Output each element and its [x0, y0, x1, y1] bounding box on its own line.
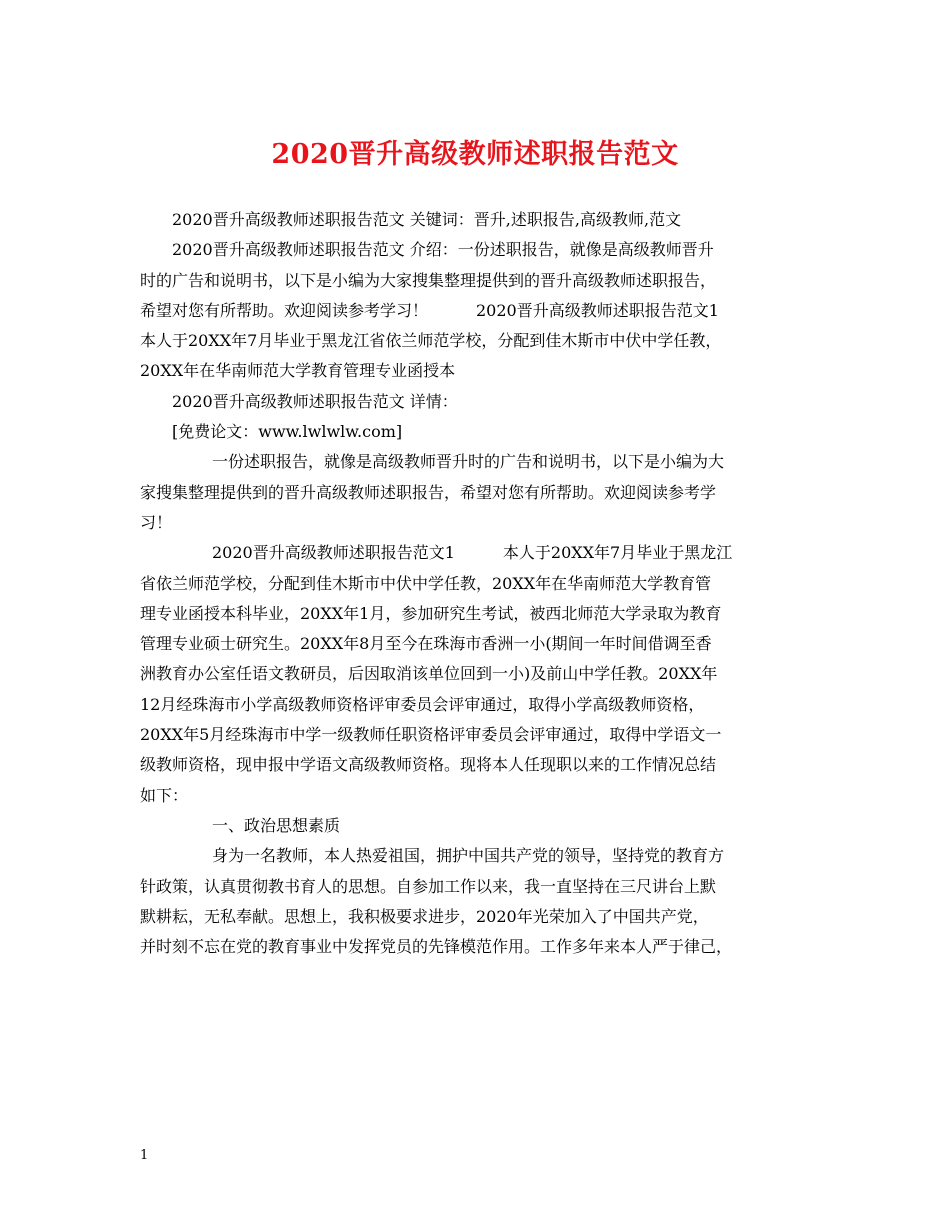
text-line: 习！ — [140, 512, 173, 532]
document-body — [140, 205, 820, 962]
text-line: 20XX年在华南师范大学教育管理专业函授本 — [140, 361, 456, 381]
text-line: 针政策，认真贯彻教书育人的思想。自参加工作以来，我一直坚持在三尺讲台上默 — [140, 876, 717, 896]
text-line: 省依兰师范学校，分配到佳木斯市中伏中学任教，20XX年在华南师范大学教育管 — [140, 573, 712, 593]
text-line: 本人于20XX年7月毕业于黑龙江省依兰师范学校，分配到佳木斯市中伏中学任教， — [140, 331, 722, 351]
text-line: 一份述职报告，就像是高级教师晋升时的广告和说明书，以下是小编为大 — [212, 452, 725, 472]
page-number: 1 — [140, 1148, 149, 1163]
document-title: 2020晋升高级教师述职报告范文 — [271, 139, 679, 170]
text-line: 12月经珠海市小学高级教师资格评审委员会评审通过，取得小学高级教师资格， — [140, 694, 705, 714]
section-heading: 一、政治思想素质 — [212, 815, 341, 835]
text-line: 家搜集整理提供到的晋升高级教师述职报告，希望对您有所帮助。欢迎阅读参考学 — [140, 482, 717, 502]
text-line: 时的广告和说明书，以下是小编为大家搜集整理提供到的晋升高级教师述职报告， — [140, 270, 717, 290]
text-line: 20XX年5月经珠海市中学一级教师任职资格评审委员会评审通过，取得中学语文一 — [140, 725, 722, 745]
text-line: 2020晋升高级教师述职报告范文 关键词：晋升,述职报告,高级教师,范文 — [172, 210, 682, 229]
text-line: 身为一名教师，本人热爱祖国，拥护中国共产党的领导，坚持党的教育方 — [212, 846, 725, 866]
text-line: 默耕耘，无私奉献。思想上，我积极要求进步，2020年光荣加入了中国共产党， — [140, 906, 709, 926]
text-line: [免费论文：www.lwlwlw.com] — [172, 422, 403, 442]
text-line: 如下： — [140, 785, 189, 805]
text-line: 级教师资格，现申报中学语文高级教师资格。现将本人任现职以来的工作情况总结 — [140, 755, 717, 775]
text-line: 管理专业硕士研究生。20XX年8月至今在珠海市香洲一小(期间一年时间借调至香 — [140, 634, 712, 654]
text-line: 理专业函授本科毕业，20XX年1月，参加研究生考试，被西北师范大学录取为教育 — [140, 603, 722, 623]
text-line: 2020晋升高级教师述职报告范文 详情： — [172, 391, 458, 411]
text-line: 洲教育办公室任语文教研员，后因取消该单位回到一小)及前山中学任教。20XX年 — [140, 664, 718, 684]
text-line: 2020晋升高级教师述职报告范文 介绍：一份述职报告，就像是高级教师晋升 — [172, 240, 714, 260]
text-line: 希望对您有所帮助。欢迎阅读参考学习！ 2020晋升高级教师述职报告范文1 — [140, 300, 719, 320]
text-line: 并时刻不忘在党的教育事业中发挥党员的先锋模范作用。工作多年来本人严于律己， — [140, 937, 733, 957]
text-line: 2020晋升高级教师述职报告范文1 本人于20XX年7月毕业于黑龙江 — [212, 543, 733, 563]
